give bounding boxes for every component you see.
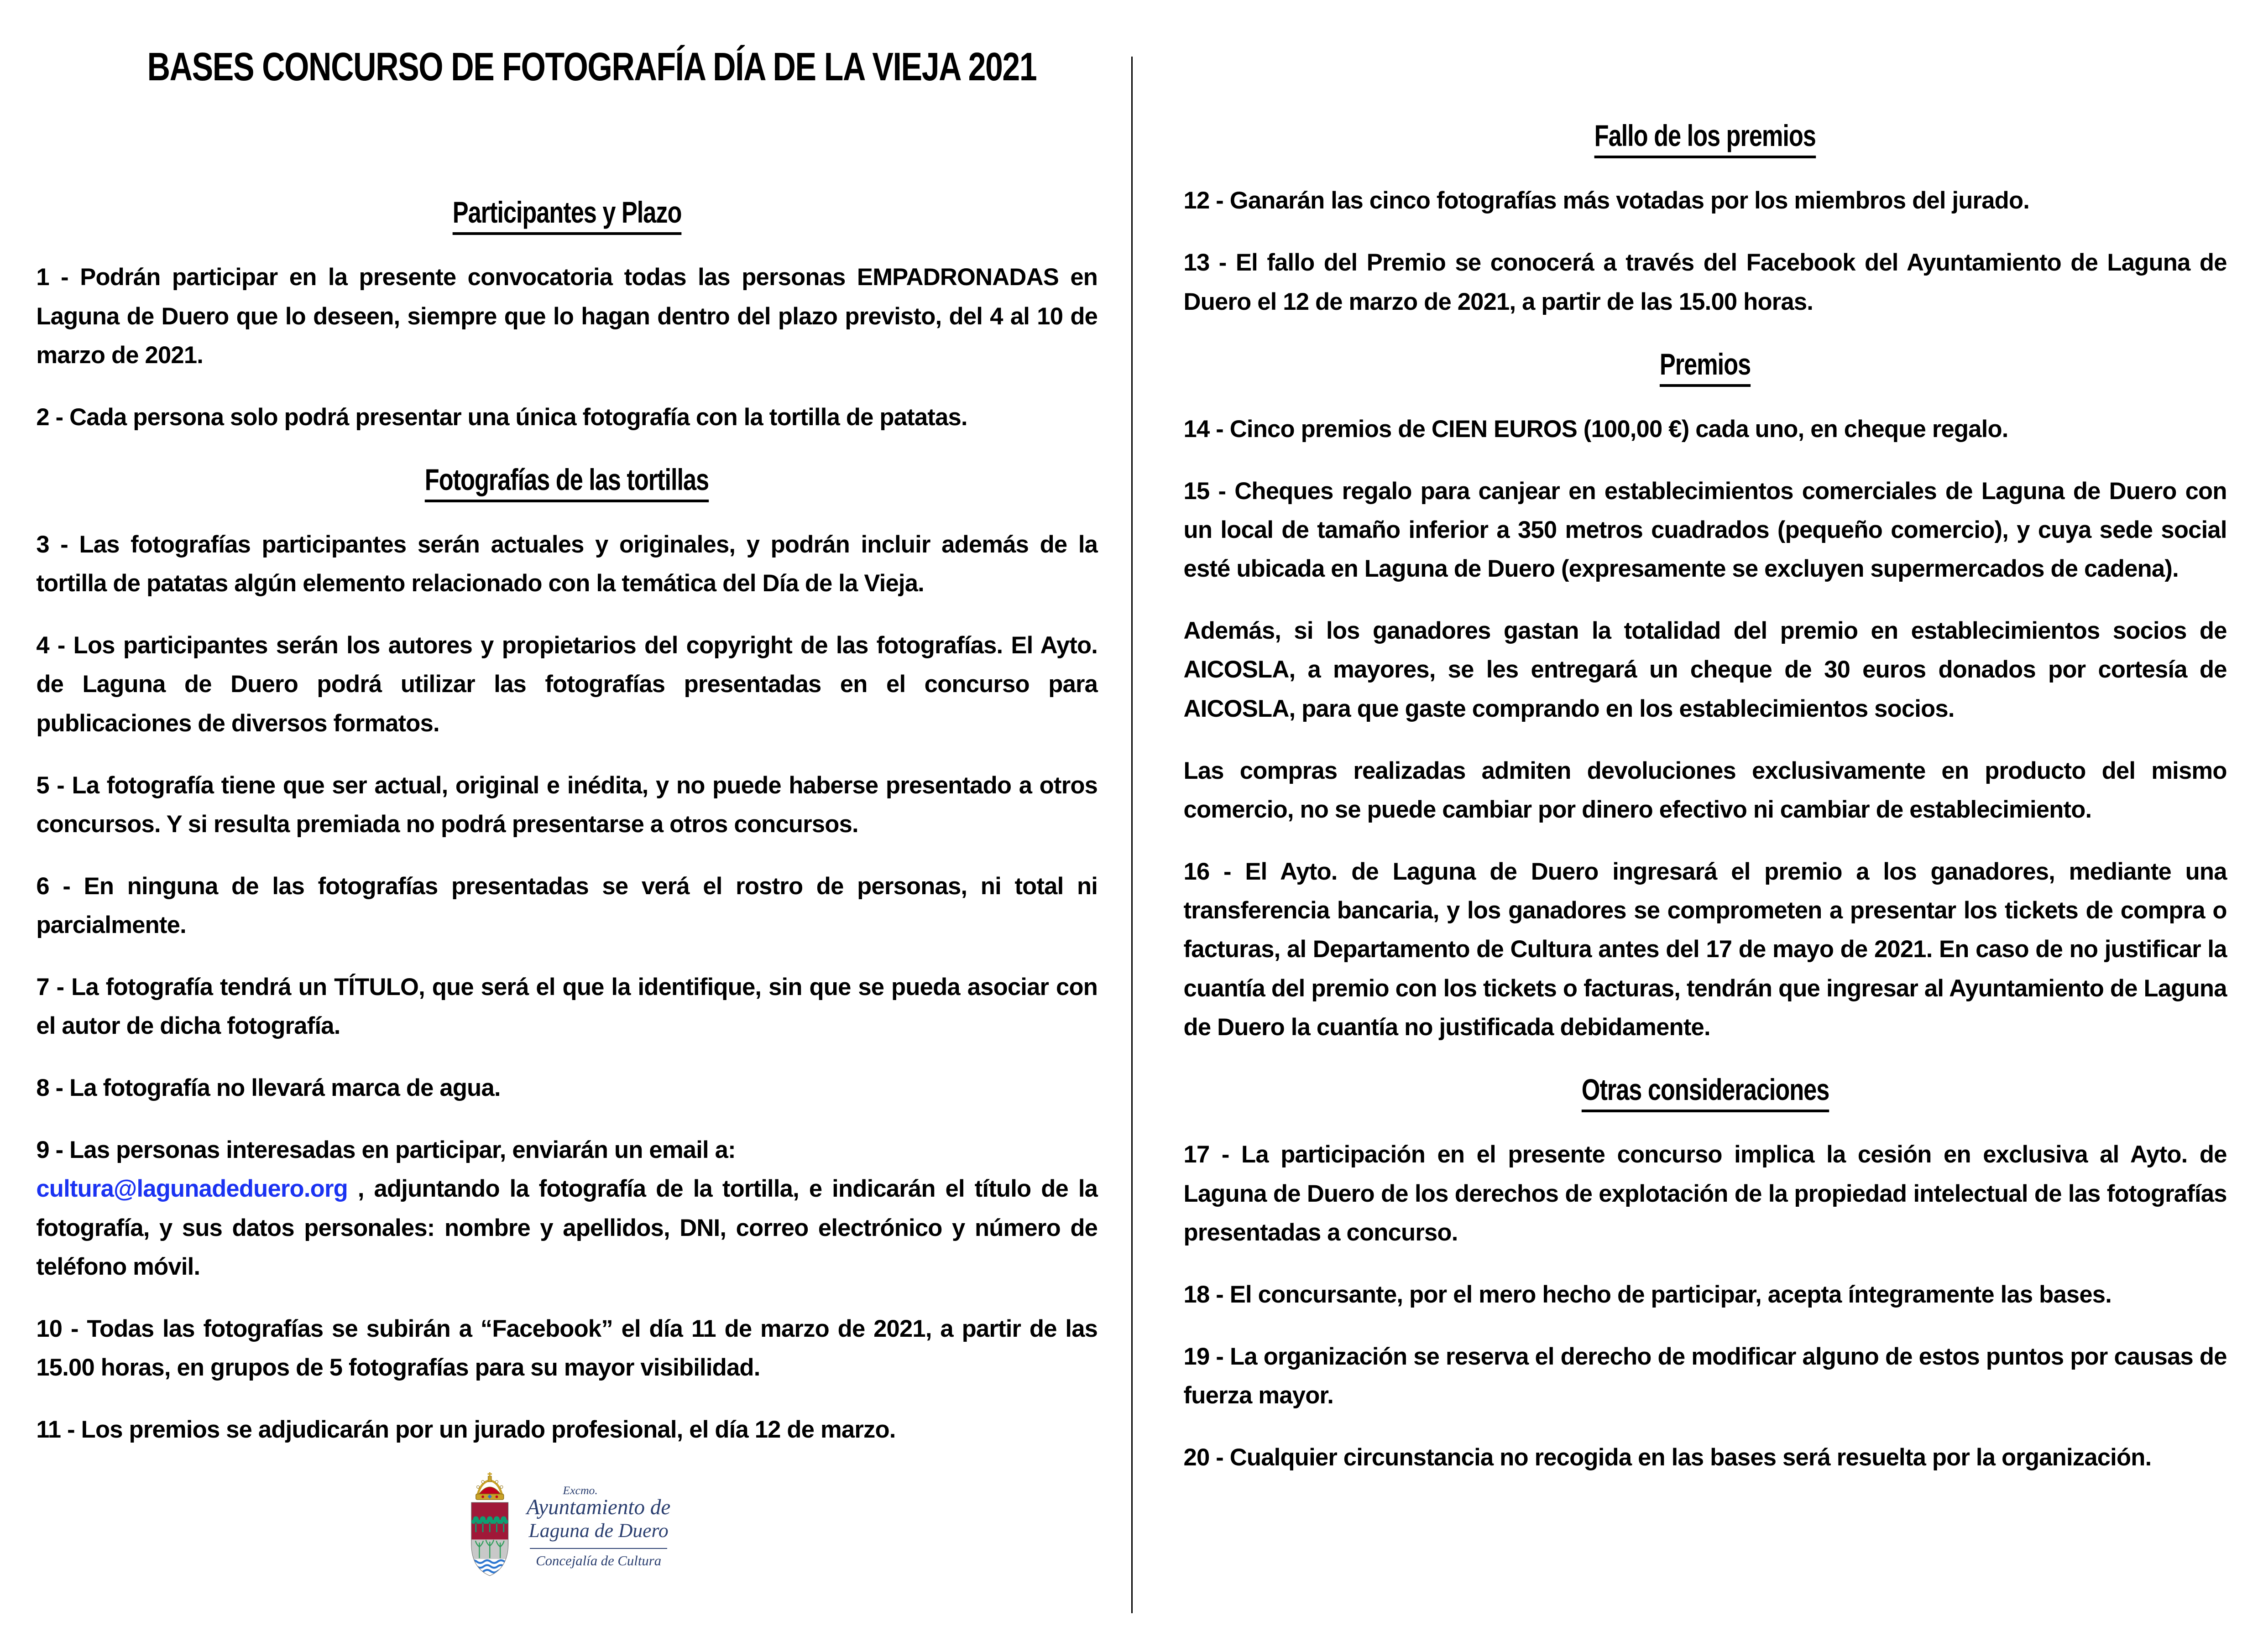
clause-16: 16 - El Ayto. de Laguna de Duero ingresará el premio a los ganadores, mediante una transferencia bancaria, y los ganadores se comprometen a presentar los tickets de compra o facturas, al Departamento de Cultura antes del 17 de mayo de 2021. En caso de no justificar la cuantía del premio con los tickets o facturas, tendrán que ingresar al Ayuntamiento de Laguna de Duero la cuantía no justificada debidamente. (1183, 858, 2227, 1041)
clause-20: 20 - Cualquier circunstancia no recogida en las bases será resuelta por la organización. (1183, 1444, 2152, 1471)
logo-ayuntamiento-de: Ayuntamiento de (526, 1495, 671, 1519)
clause-7: 7 - La fotografía tendrá un TÍTULO, que será el que la identifique, sin que se pueda asociar con el autor de dicha fotografía. (36, 973, 1098, 1040)
clause-8: 8 - La fotografía no llevará marca de agua. (36, 1074, 501, 1102)
clause-9-intro: 9 - Las personas interesadas en participar, enviarán un email a: (36, 1136, 736, 1164)
ayuntamiento-logo (36, 1472, 1098, 1579)
left-column (36, 0, 1098, 1579)
logo-divider-rule (530, 1548, 667, 1549)
clause-15-devoluciones: Las compras realizadas admiten devoluciones exclusivamente en producto del mismo comercio, no se puede cambiar por dinero efectivo ni cambiar de establecimiento. (1183, 757, 2227, 823)
clause-11: 11 - Los premios se adjudicarán por un jurado profesional, el día 12 de marzo. (36, 1416, 896, 1443)
clause-10: 10 - Todas las fotografías se subirán a “Facebook” el día 11 de marzo de 2021, a partir de las 15.00 horas, en grupos de 5 fotografías para su mayor visibilidad. (36, 1315, 1098, 1381)
clause-1: 1 - Podrán participar en la presente convocatoria todas las personas EMPADRONADAS en Laguna de Duero que lo deseen, siempre que lo hagan dentro del plazo previsto, del 4 al 10 de marzo de 2021. (36, 264, 1098, 369)
clause-17: 17 - La participación en el presente concurso implica la cesión en exclusiva al Ayto. de Laguna de Duero de los derechos de explotación de la propiedad intelectual de las fotografías presentadas a concurso. (1183, 1141, 2227, 1246)
heading-fotografias-de-las-tortillas: Fotografías de las tortillas (36, 463, 1098, 497)
clause-18: 18 - El concursante, por el mero hecho de participar, acepta íntegramente las bases. (1183, 1281, 2112, 1308)
column-divider-line (1131, 57, 1133, 1613)
clause-15-adicional: Además, si los ganadores gastan la totalidad del premio en establecimientos socios de AICOSLA, a mayores, se les entregará un cheque de 30 euros donados por cortesía de AICOSLA, para que gaste comprando en los establecimientos socios. (1183, 617, 2227, 722)
clause-3: 3 - Las fotografías participantes serán actuales y originales, y podrán incluir además de la tortilla de patatas algún elemento relacionado con la temática del Día de la Vieja. (36, 531, 1098, 597)
coat-of-arms-icon (463, 1472, 517, 1579)
clause-2: 2 - Cada persona solo podrá presentar una única fotografía con la tortilla de patatas. (36, 403, 967, 431)
logo-excmo: Excmo. (563, 1484, 598, 1497)
heading-fallo-de-los-premios: Fallo de los premios (1184, 119, 2227, 153)
clause-9-rest: , adjuntando la fotografía de la tortilla, e indicarán el título de la fotografía, y sus datos personales: nombre y apellidos, DNI, correo electrónico y número de teléfono móvil. (36, 1175, 1098, 1280)
clause-9 (36, 1131, 1098, 1286)
clause-12: 12 - Ganarán las cinco fotografías más votadas por los miembros del jurado. (1183, 187, 2030, 214)
email-link[interactable]: cultura@lagunadeduero.org (36, 1175, 348, 1203)
clause-15: 15 - Cheques regalo para canjear en establecimientos comerciales de Laguna de Duero con un local de tamaño inferior a 350 metros cuadrados (pequeño comercio), y cuya sede social esté ubicada en Laguna de Duero (expresamente se excluyen supermercados de cadena). (1183, 477, 2227, 583)
right-column (1184, 0, 2227, 1500)
clause-13: 13 - El fallo del Premio se conocerá a través del Facebook del Ayuntamiento de Laguna de Duero el 12 de marzo de 2021, a partir de las 15.00 horas. (1183, 249, 2227, 315)
logo-concejalia-de-cultura: Concejalía de Cultura (536, 1553, 662, 1569)
clause-14: 14 - Cinco premios de CIEN EUROS (100,00 €) cada uno, en cheque regalo. (1183, 415, 2008, 443)
page-title: BASES CONCURSO DE FOTOGRAFÍA DÍA DE LA VIEJA 2021 (147, 45, 1037, 89)
heading-premios: Premios (1184, 347, 2227, 381)
clause-5: 5 - La fotografía tiene que ser actual, original e inédita, y no puede haberse presentado a otros concursos. Y si resulta premiada no podrá presentarse a otros concursos. (36, 771, 1098, 838)
ayuntamiento-logo-text (527, 1472, 670, 1568)
logo-laguna-de-duero: Laguna de Duero (528, 1520, 669, 1542)
heading-participantes-y-plazo: Participantes y Plazo (36, 195, 1098, 229)
clause-19: 19 - La organización se reserva el derecho de modificar alguno de estos puntos por causas de fuerza mayor. (1183, 1343, 2227, 1409)
clause-6: 6 - En ninguna de las fotografías presentadas se verá el rostro de personas, ni total ni parcialmente. (36, 872, 1098, 939)
clause-4: 4 - Los participantes serán los autores y propietarios del copyright de las fotografías. El Ayto. de Laguna de Duero podrá utilizar las fotografías presentadas en el concurso para publicaciones de diversos formatos. (36, 632, 1098, 737)
heading-otras-consideraciones: Otras consideraciones (1184, 1073, 2227, 1107)
